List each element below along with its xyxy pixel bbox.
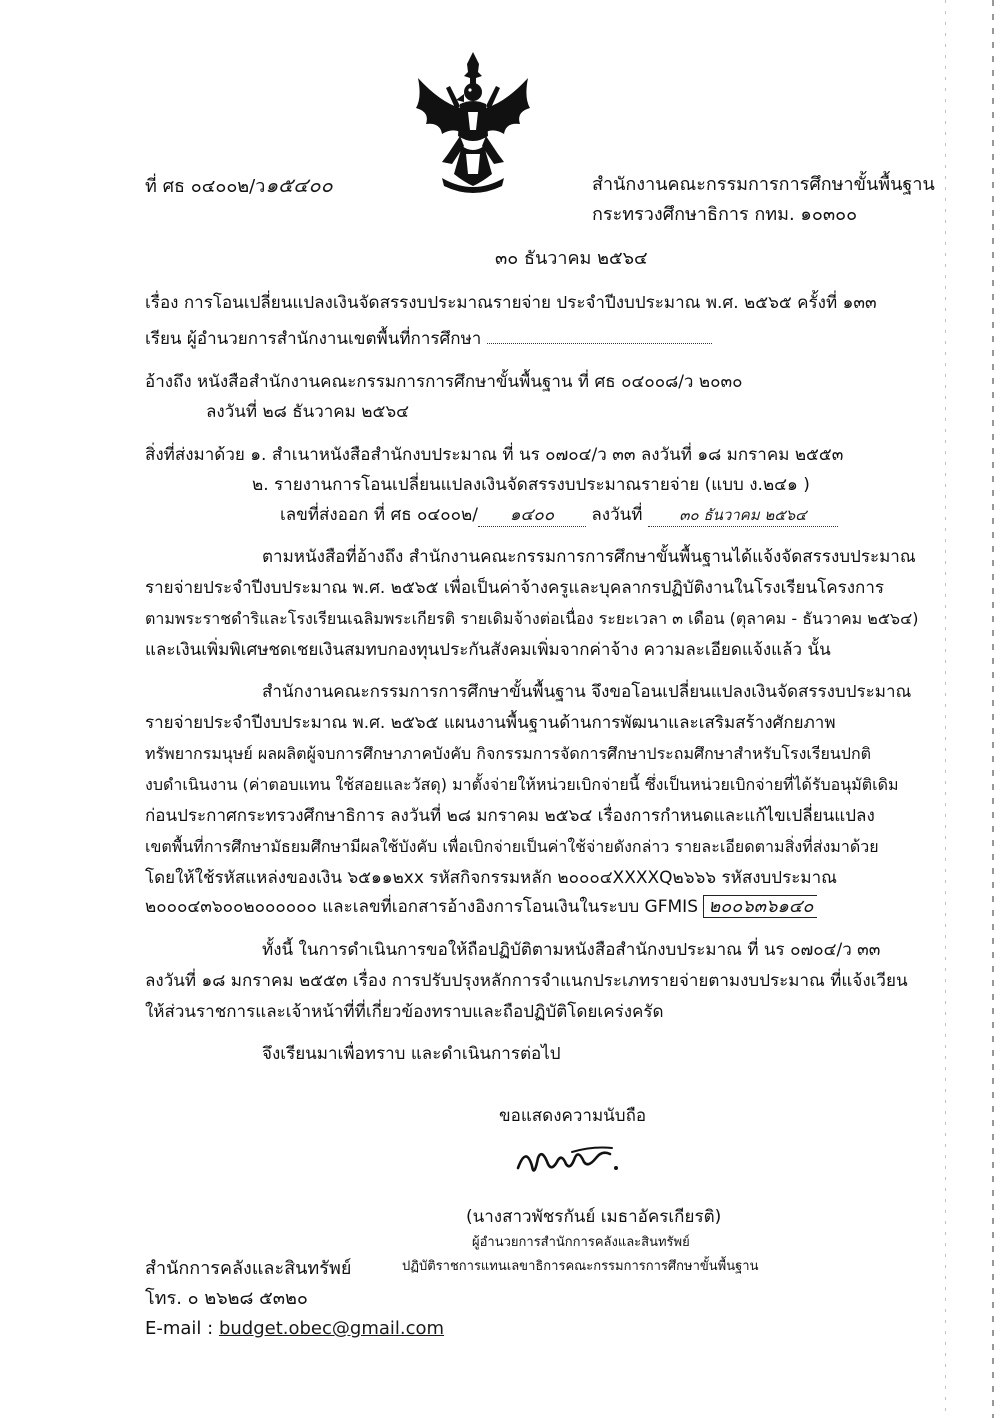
paragraph-2-line: รายจ่ายประจำปีงบประมาณ พ.ศ. ๒๕๖๕ แผนงานพื้นฐานด้านการพัฒนาและเสริมสร้างศักยภาพ (145, 713, 836, 733)
outgoing-date-handwritten: ๓๐ ธันวาคม ๒๕๖๔ (648, 504, 838, 527)
closing-request: จึงเรียนมาเพื่อทราบ และดำเนินการต่อไป (262, 1044, 561, 1064)
paragraph-2-line: โดยให้ใช้รหัสแหล่งของเงิน ๖๕๑๑๒xx รหัสกิจกรรมหลัก ๒๐๐๐๔XXXXQ๒๖๖๖ รหัสงบประมาณ (145, 868, 837, 888)
subject-line: เรื่อง การโอนเปลี่ยนแปลงเงินจัดสรรงบประมาณรายจ่าย ประจำปีงบประมาณ พ.ศ. ๒๕๖๕ ครั้งที่ ๑๓๓ (145, 293, 877, 313)
enclosure-line-2: ๒. รายงานการโอนเปลี่ยนแปลงเงินจัดสรรงบประมาณรายจ่าย (แบบ ง.๒๔๑ ) (252, 475, 810, 495)
gfmis-reference-handwritten: ๒๐๐๖๓๖๑๔๐ (703, 895, 817, 918)
footer-office: สำนักการคลังและสินทรัพย์ (145, 1258, 352, 1279)
outgoing-date-label: ลงวันที่ (591, 505, 643, 525)
enclosure-line-1: สิ่งที่ส่งมาด้วย ๑. สำเนาหนังสือสำนักงบประมาณ ที่ นร ๐๗๐๔/ว ๓๓ ลงวันที่ ๑๘ มกราคม ๒๕๕๓ (145, 445, 844, 465)
garuda-emblem-icon (412, 50, 534, 195)
paragraph-2-line: ก่อนประกาศกระทรวงศึกษาธิการ ลงวันที่ ๒๘ มกราคม ๒๕๖๔ เรื่องการกำหนดและแก้ไขเปลี่ยนแปลง (145, 806, 875, 826)
scan-edge-line (992, 0, 994, 1418)
signature-image (512, 1138, 622, 1188)
footer-email (145, 1318, 444, 1340)
scan-edge-line (945, 0, 946, 1418)
paragraph-2-text: ๒๐๐๐๔๓๖๐๐๒๐๐๐๐๐๐ และเลขที่เอกสารอ้างอิงการโอนเงินในระบบ GFMIS (145, 897, 698, 917)
document-date: ๓๐ ธันวาคม ๒๕๖๔ (495, 248, 648, 269)
footer-phone: โทร. ๐ ๒๖๒๘ ๕๓๒๐ (145, 1288, 308, 1309)
addressee-label: เรียน ผู้อำนวยการสำนักงานเขตพื้นที่การศึกษา (145, 329, 482, 349)
paragraph-3-line: ทั้งนี้ ในการดำเนินการขอให้ถือปฏิบัติตามหนังสือสำนักงบประมาณ ที่ นร ๐๗๐๔/ว ๓๓ (262, 940, 881, 960)
signer-name: (นางสาวพัชรกันย์ เมธาอัครเกียรติ) (466, 1207, 722, 1227)
paragraph-2-line: สำนักงานคณะกรรมการการศึกษาขั้นพื้นฐาน จึงขอโอนเปลี่ยนแปลงเงินจัดสรรงบประมาณ (262, 682, 912, 702)
paragraph-2-line: งบดำเนินงาน (ค่าตอบแทน ใช้สอยและวัสดุ) มาตั้งจ่ายให้หน่วยเบิกจ่ายนี้ ซึ่งเป็นหน่วยเบิกจ่ายที่ได้รับอนุมัติเดิม (145, 775, 899, 794)
footer-email-label: E-mail : (145, 1318, 219, 1339)
paragraph-1-line: ตามพระราชดำริและโรงเรียนเฉลิมพระเกียรติ รายเดิมจ้างต่อเนื่อง ระยะเวลา ๓ เดือน (ตุลาคม - ธันวาคม ๒๕๖๔) (145, 609, 919, 628)
reference-line-1: อ้างถึง หนังสือสำนักงานคณะกรรมการการศึกษาขั้นพื้นฐาน ที่ ศธ ๐๔๐๐๘/ว ๒๐๓๐ (145, 372, 743, 392)
footer-email-link[interactable]: budget.obec@gmail.com (218, 1318, 445, 1339)
paragraph-2-line: ทรัพยากรมนุษย์ ผลผลิตผู้จบการศึกษาภาคบังคับ กิจกรรมการจัดการศึกษาประถมศึกษาสำหรับโรงเรียนปกติ (145, 744, 872, 763)
paragraph-3-line: ให้ส่วนราชการและเจ้าหน้าที่ที่เกี่ยวข้องทราบและถือปฏิบัติโดยเคร่งครัด (145, 1002, 664, 1022)
document-number (145, 174, 333, 198)
outgoing-number-label: เลขที่ส่งออก ที่ ศธ ๐๔๐๐๒/ (280, 505, 478, 525)
paragraph-3-line: ลงวันที่ ๑๘ มกราคม ๒๕๕๓ เรื่อง การปรับปรุงหลักการจำแนกประเภทรายจ่ายตามงบประมาณ ที่แจ้งเวียน (145, 971, 908, 991)
enclosure-line-3 (280, 504, 838, 527)
signer-position: ผู้อำนวยการสำนักการคลังและสินทรัพย์ (472, 1235, 690, 1250)
paragraph-1-line: และเงินเพิ่มพิเศษชดเชยเงินสมทบกองทุนประกันสังคมเพิ่มจากค่าจ้าง ความละเอียดแจ้งแล้ว นั้น (145, 640, 831, 660)
document-number-prefix: ที่ ศธ ๐๔๐๐๒/ว (145, 176, 266, 197)
paragraph-1-line: ตามหนังสือที่อ้างถึง สำนักงานคณะกรรมการการศึกษาขั้นพื้นฐานได้แจ้งจัดสรรงบประมาณ (262, 547, 916, 567)
addressee-blank (487, 343, 712, 344)
salutation: ขอแสดงความนับถือ (499, 1106, 647, 1126)
signer-acting-position: ปฏิบัติราชการแทนเลขาธิการคณะกรรมการการศึกษาขั้นพื้นฐาน (402, 1259, 759, 1274)
reference-line-2: ลงวันที่ ๒๘ ธันวาคม ๒๕๖๔ (206, 402, 410, 422)
paragraph-1-line: รายจ่ายประจำปีงบประมาณ พ.ศ. ๒๕๖๕ เพื่อเป็นค่าจ้างครูและบุคลากรปฏิบัติงานในโรงเรียนโครงการ (145, 578, 885, 598)
outgoing-number-handwritten: ๑๔๐๐ (478, 504, 586, 527)
office-address: กระทรวงศึกษาธิการ กทม. ๑๐๓๐๐ (592, 204, 858, 225)
addressee-line (145, 328, 712, 350)
paragraph-2-line: เขตพื้นที่การศึกษามัธยมศึกษามีผลใช้บังคับ เพื่อเบิกจ่ายเป็นค่าใช้จ่ายดังกล่าว รายละเอียดตามสิ่งที่ส่งมาด้วย (145, 837, 879, 856)
document-number-handwritten: ๑๕๔๐๐ (265, 173, 333, 197)
paragraph-2-line-last (145, 896, 817, 918)
office-name: สำนักงานคณะกรรมการการศึกษาขั้นพื้นฐาน (592, 174, 935, 195)
